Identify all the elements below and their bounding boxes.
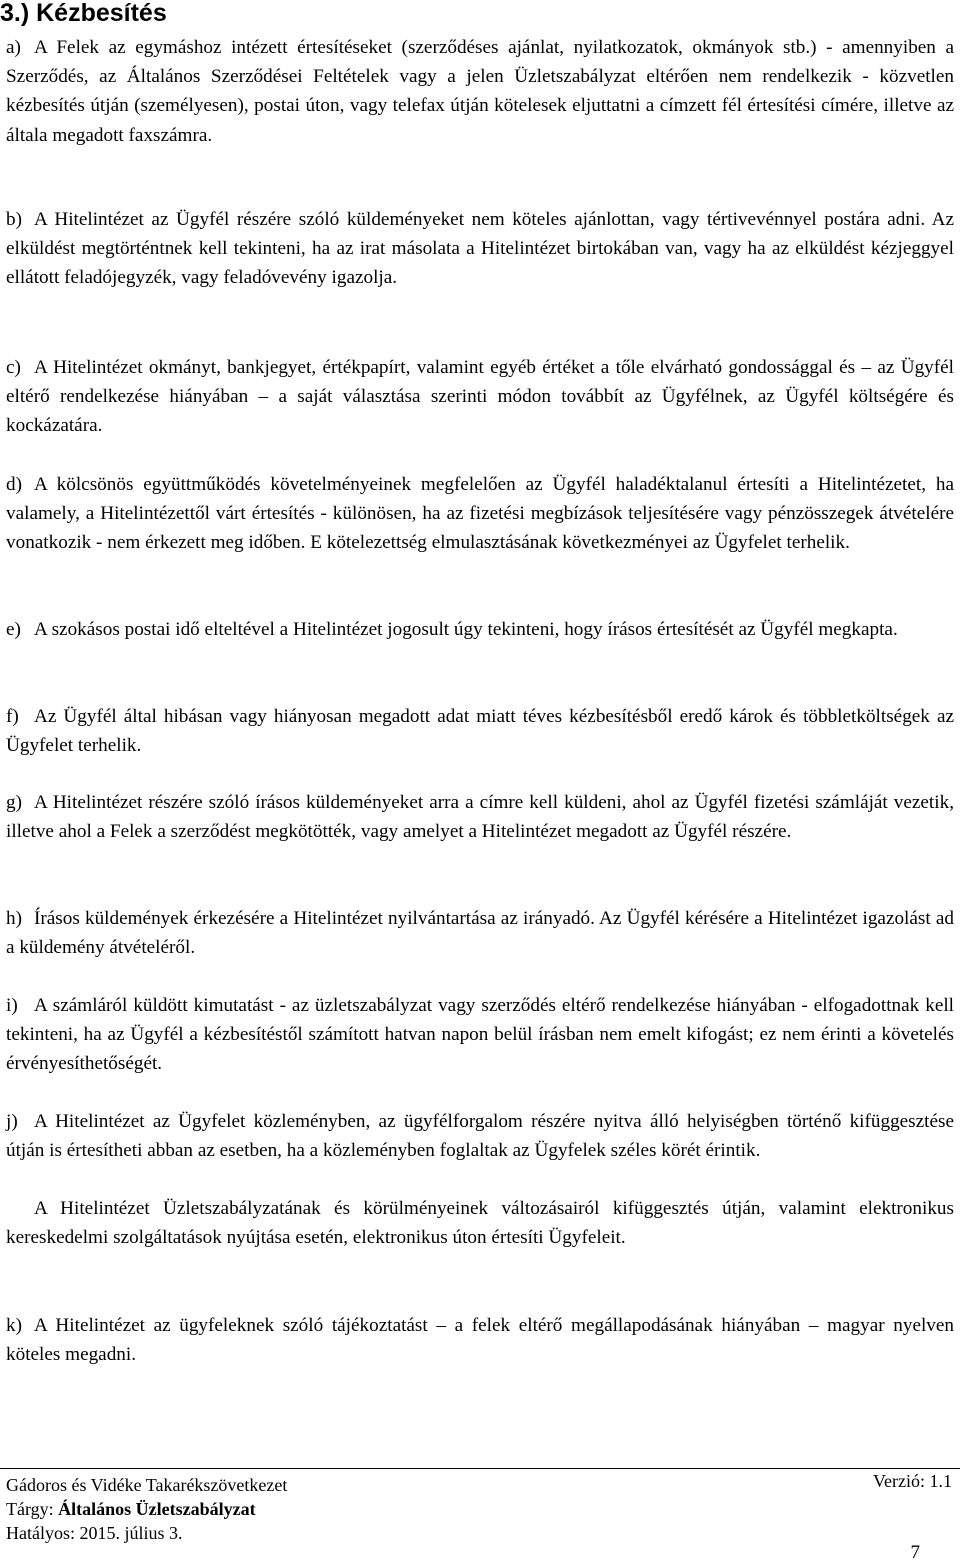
paragraph-text: A kölcsönös együttműködés követelményeinek megfelelően az Ügyfél haladéktalanul értesíti a Hitelintézetet, ha valamely, a Hitelintézettől várt értesítés - különösen, ha az fizetési megbízások teljesítésére vagy pénzösszegek átvételére vonatkozik - nem érkezett meg időben. E kötelezettség elmulasztásának következményei az Ügyfelet terhelik. — [6, 474, 954, 554]
paragraph-text: A Felek az egymáshoz intézett értesítéseket (szerződéses ajánlat, nyilatkozatok, okmányok stb.) - amennyiben a Szerződés, az Általános Szerződései Feltételek vagy a jelen Üzletszabályzat eltérően nem rendelkezik - közvetlen kézbesítés útján (személyesen), postai úton, vagy telefax útján kötelesek eljuttatni a címzett fél értesítési címére, illetve az általa megadott faxszámra. — [6, 37, 954, 146]
paragraph-g — [6, 788, 954, 846]
footer-effective-date: Hatályos: 2015. július 3. — [6, 1523, 183, 1543]
paragraph-text: A Hitelintézet az Ügyfél részére szóló küldeményeket nem köteles ajánlottan, vagy tértivevénnyel postára adni. Az elküldést megtörténtnek kell tekinteni, ha az irat másolata a Hitelintézet birtokában van, vagy ha az elküldést kézjeggyel ellátott feladójegyzék, vagy feladóvevény igazolja. — [6, 209, 954, 289]
paragraph-label: c) — [6, 357, 21, 378]
paragraph-text: Írásos küldemények érkezésére a Hitelintézet nyilvántartása az irányadó. Az Ügyfél kérésére a Hitelintézet igazolást ad a küldemény átvételéről. — [6, 908, 954, 959]
paragraph-i — [6, 991, 954, 1079]
paragraph-label: h) — [6, 908, 22, 929]
paragraph-f — [6, 702, 954, 760]
footer-subject-prefix: Tárgy: — [6, 1499, 59, 1519]
paragraph-label: b) — [6, 209, 22, 230]
paragraph-label: d) — [6, 474, 22, 495]
paragraph-label: f) — [6, 706, 19, 727]
paragraph-text: A Hitelintézet részére szóló írásos küldeményeket arra a címre kell küldeni, ahol az Ügyfél fizetési számláját vezetik, illetve ahol a Felek a szerződést megkötötték, vagy amelyet a Hitelintézet megadott az Ügyfél részére. — [6, 792, 954, 843]
paragraph-text: A Hitelintézet az Ügyfelet közleményben, az ügyfélforgalom részére nyitva álló helyiségben történő kifüggesztése útján is értesítheti abban az esetben, ha a közleményben foglaltak az Ügyfelek széles körét érintik. — [6, 1111, 954, 1162]
footer-version: Verzió: 1.1 — [873, 1471, 952, 1491]
footer-subject-value: Általános Üzletszabályzat — [58, 1499, 256, 1519]
paragraph-label: e) — [6, 619, 21, 640]
paragraph-text: A Hitelintézet okmányt, bankjegyet, értékpapírt, valamint egyéb értéket a tőle elvárható gondossággal és – az Ügyfél eltérő rendelkezése hiányában – a saját választása szerinti módon továbbít az Ügyfélnek, az Ügyfél költségére és kockázatára. — [6, 357, 954, 437]
paragraph-label: k) — [6, 1315, 22, 1336]
paragraph-label: g) — [6, 792, 22, 813]
paragraph-j — [6, 1107, 954, 1165]
paragraph-h — [6, 904, 954, 962]
paragraph-j-continued — [6, 1194, 954, 1252]
footer-organization: Gádoros és Vidéke Takarékszövetkezet — [6, 1475, 288, 1495]
paragraph-text: Az Ügyfél által hibásan vagy hiányosan megadott adat miatt téves kézbesítésből eredő károk és többletköltségek az Ügyfelet terhelik. — [6, 706, 954, 757]
footer-divider — [0, 1468, 960, 1469]
paragraph-c — [6, 353, 954, 441]
paragraph-e — [6, 615, 954, 644]
paragraph-a — [6, 33, 954, 150]
paragraph-label: a) — [6, 37, 21, 58]
footer-subject — [6, 1497, 256, 1521]
paragraph-d — [6, 470, 954, 558]
page-number: 7 — [910, 1542, 920, 1563]
paragraph-label: i) — [6, 995, 18, 1016]
paragraph-text: A Hitelintézet az ügyfeleknek szóló tájékoztatást – a felek eltérő megállapodásának hiányában – magyar nyelven köteles megadni. — [6, 1315, 954, 1366]
paragraph-k — [6, 1311, 954, 1369]
paragraph-text: A Hitelintézet Üzletszabályzatának és körülményeinek változásairól kifüggesztés útján, valamint elektronikus kereskedelmi szolgáltatások nyújtása esetén, elektronikus úton értesíti Ügyfeleit. — [6, 1198, 954, 1249]
section-title: 3.) Kézbesítés — [0, 0, 167, 27]
paragraph-label: j) — [6, 1111, 18, 1132]
paragraph-text: A számláról küldött kimutatást - az üzletszabályzat vagy szerződés eltérő rendelkezése hiányában - elfogadottnak kell tekinteni, ha az Ügyfél a kézbesítéstől számított hatvan napon belül írásban nem emelt kifogást; ez nem érinti a követelés érvényesíthetőségét. — [6, 995, 954, 1075]
paragraph-b — [6, 205, 954, 293]
paragraph-text: A szokásos postai idő elteltével a Hitelintézet jogosult úgy tekinteni, hogy írásos értesítését az Ügyfél megkapta. — [34, 619, 898, 640]
